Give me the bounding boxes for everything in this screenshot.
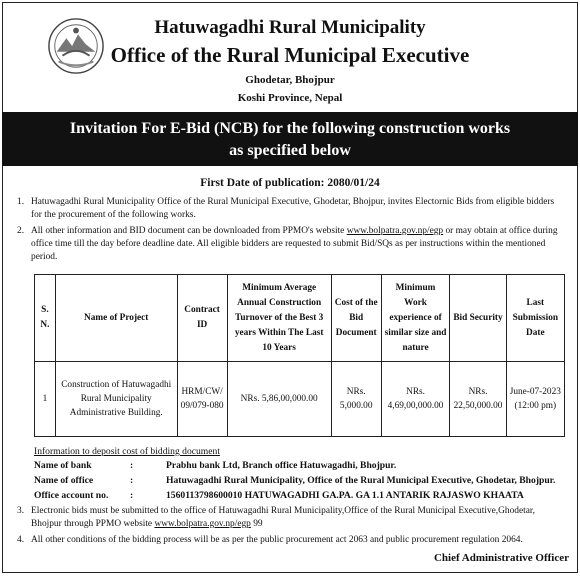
municipality-name: Hatuwagadhi Rural Municipality: [154, 17, 426, 38]
table-row: [35, 362, 565, 437]
paragraph-text-part: 99: [250, 519, 263, 529]
paragraph-1: [17, 196, 567, 222]
banner-line-2: as specified below: [229, 142, 351, 159]
cell-turnover: NRs. 5,86,00,000.00: [227, 362, 331, 437]
cell-contract: HRM/CW/ 09/079-080: [177, 362, 227, 437]
office-name-value: Hatuwagadhi Rural Municipality, Office of the Rural Municipal Executive, Ghodetar, Bhojpur.: [166, 475, 556, 486]
paragraph-number: 4.: [17, 535, 25, 545]
separator-colon: :: [130, 460, 134, 471]
cell-experience: NRs. 4,69,00,000.00: [381, 362, 450, 437]
paragraph-text-part: or may obtain at office during office time till the day before deadline date. All eligible bidders are requested to submit Bid/SQs as per instructions within the mentioned period.: [31, 226, 558, 262]
paragraph-text: [31, 505, 567, 531]
address-line-1: Ghodetar, Bhojpur: [245, 74, 335, 86]
col-header-experience: Minimum Work experience of similar size and nature: [381, 275, 450, 362]
notice-page: [2, 2, 578, 573]
cell-sn: 1: [35, 362, 56, 437]
paragraph-2: [17, 225, 567, 264]
col-header-cost: Cost of the Bid Document: [331, 275, 381, 362]
cell-security: NRs. 22,50,000.00: [450, 362, 506, 437]
account-label: Office account no.: [34, 490, 109, 501]
paragraph-text: Hatuwagadhi Rural Municipality Office of the Rural Municipal Executive, Ghodetar, Bhojpur, invites Electornic Bids from eligible bidders for the procurement of the following works.: [31, 197, 555, 220]
col-header-contract: Contract ID: [177, 275, 227, 362]
bolpatra-link[interactable]: www.bolpatra.gov.np/egp: [154, 519, 251, 529]
col-header-deadline: Last Submission Date: [506, 275, 564, 362]
bank-name-value: Prabhu bank Ltd, Branch office Hatuwagadhi, Bhojpur.: [166, 460, 397, 471]
deposit-info-title: Information to deposit cost of bidding document: [34, 446, 220, 457]
paragraph-4: [17, 534, 567, 547]
cell-name: Construction of Hatuwagadhi Rural Municipality Administrative Building.: [55, 362, 177, 437]
col-header-sn: S. N.: [35, 275, 56, 362]
paragraph-number: 3.: [17, 506, 25, 516]
office-name-label: Name of office: [34, 475, 94, 486]
paragraph-number: 2.: [17, 226, 25, 236]
table-header-row: [35, 275, 565, 362]
bid-table: [34, 274, 565, 437]
paragraph-text: [31, 225, 567, 264]
cell-cost: NRs. 5,000.00: [331, 362, 381, 437]
separator-colon: :: [130, 490, 134, 501]
paragraph-text-part: Electronic bids must be submitted to the office of Hatuwagadhi Rural Municipality,Office of the Rural Municipal Executive,Ghodetar, Bhojpur through PPMO website: [31, 506, 536, 529]
signoff: Chief Administrative Officer: [433, 552, 569, 564]
paragraph-number: 1.: [17, 197, 25, 207]
invitation-banner: [2, 112, 578, 166]
col-header-security: Bid Security: [450, 275, 506, 362]
address-line-2: Koshi Province, Nepal: [237, 92, 343, 104]
deadline-date: June-07-2023: [509, 387, 561, 397]
bank-name-label: Name of bank: [34, 460, 92, 471]
paragraph-3: [17, 505, 567, 531]
bolpatra-link[interactable]: www.bolpatra.gov.np/egp: [346, 226, 444, 236]
notice-header: [3, 3, 577, 109]
office-name: Office of the Rural Municipal Executive: [110, 43, 470, 67]
col-header-turnover: Minimum Average Annual Construction Turnover of the Best 3 years Within The Last 10 Years: [227, 275, 331, 362]
cell-deadline: [506, 362, 564, 437]
col-header-name: Name of Project: [55, 275, 177, 362]
deadline-time: (12:00 pm): [514, 401, 557, 411]
separator-colon: :: [130, 475, 134, 486]
account-value: 1560113798600010 HATUWAGADHI GA.PA. GA 1.1 ANTARIK RAJASWO KHAATA: [166, 490, 524, 501]
paragraph-text: All other conditions of the bidding process will be as per the public procurement act 2063 and public procurement regulation 2064.: [31, 535, 523, 545]
publication-date: First Date of publication: 2080/01/24: [200, 177, 380, 189]
banner-line-1: Invitation For E-Bid (NCB) for the following construction works: [69, 120, 511, 137]
paragraph-text-part: All other information and BID document can be downloaded from PPMO's website: [31, 226, 347, 236]
